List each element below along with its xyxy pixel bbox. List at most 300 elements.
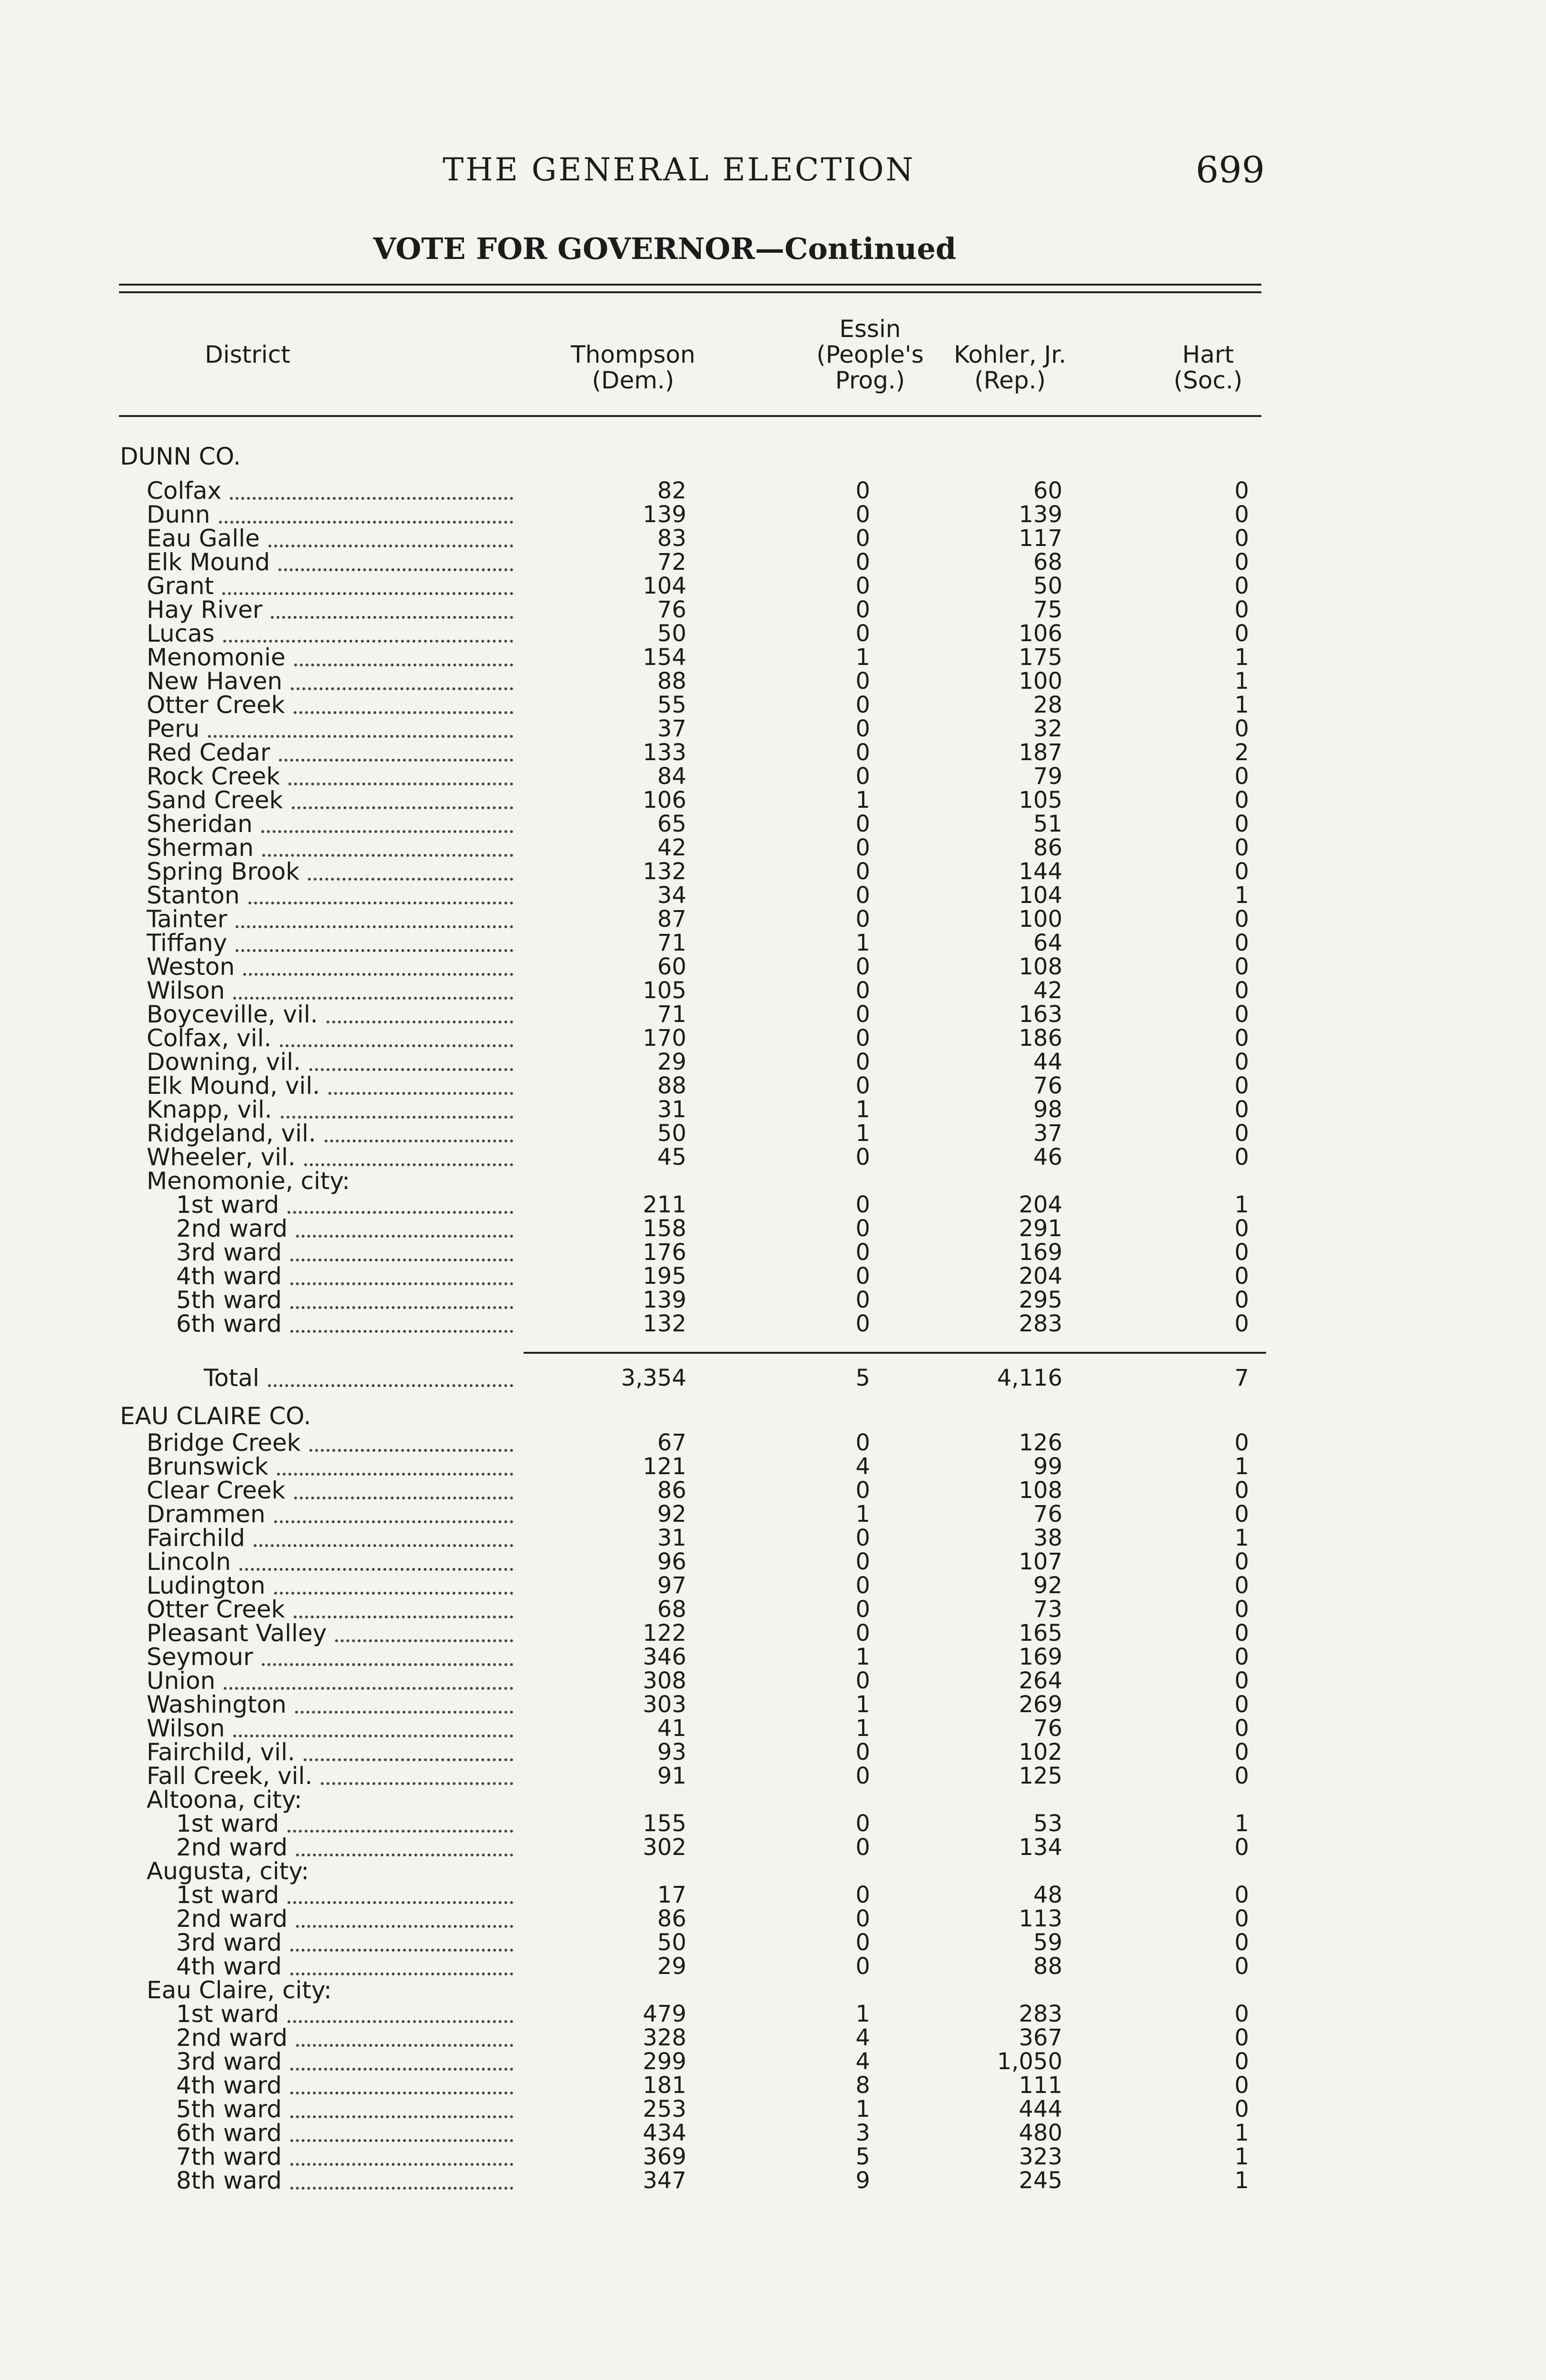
hart-votes: 0	[1234, 715, 1249, 742]
hart-votes: 0	[1234, 1215, 1249, 1242]
district-name: 1st ward	[176, 1191, 279, 1219]
district-name: 3rd ward	[176, 1239, 282, 1266]
dot-leader	[290, 1327, 513, 1333]
kohler-votes: 60	[1033, 477, 1062, 504]
essin-votes: 0	[855, 1239, 870, 1266]
hart-votes: 0	[1234, 1001, 1249, 1028]
hart-votes: 0	[1234, 1667, 1249, 1694]
dot-leader	[274, 1589, 513, 1595]
thompson-votes: 45	[657, 1144, 686, 1170]
thompson-votes: 154	[643, 644, 686, 671]
kohler-votes: 98	[1033, 1096, 1062, 1123]
table-row	[0, 953, 1546, 981]
essin-votes: 0	[855, 1834, 870, 1861]
essin-votes: 0	[855, 501, 870, 528]
hart-votes: 0	[1234, 1072, 1249, 1099]
kohler-votes: 187	[1019, 739, 1062, 766]
essin-votes: 1	[855, 1715, 870, 1742]
district-name: Lincoln	[147, 1548, 231, 1576]
district-name: Red Cedar	[147, 739, 270, 766]
page-number: 699	[1196, 149, 1265, 191]
hart-votes: 1	[1234, 2143, 1249, 2170]
district-name: Eau Claire, city:	[147, 1976, 332, 2004]
kohler-votes: 444	[1019, 2096, 1062, 2122]
column-header-hart: Hart (Soc.)	[1173, 341, 1243, 394]
hart-votes: 0	[1234, 2096, 1249, 2122]
thompson-votes: 86	[657, 1905, 686, 1932]
hart-votes: 0	[1234, 2001, 1249, 2027]
hart-votes: 0	[1234, 1715, 1249, 1742]
district-name: Lucas	[147, 620, 215, 647]
column-header-essin: Essin (People's Prog.)	[816, 315, 924, 394]
thompson-votes: 122	[643, 1620, 686, 1646]
kohler-votes: 42	[1033, 977, 1062, 1004]
essin-votes: 0	[855, 1263, 870, 1289]
kohler-votes: 169	[1019, 1239, 1062, 1266]
dot-leader	[278, 565, 513, 571]
thompson-votes: 83	[657, 525, 686, 552]
district-name: Wilson	[147, 1715, 225, 1742]
kohler-votes: 144	[1019, 858, 1062, 885]
thompson-votes: 68	[657, 1596, 686, 1623]
hart-votes: 1	[1234, 2167, 1249, 2194]
dot-leader	[292, 803, 513, 809]
thompson-votes: 76	[657, 596, 686, 623]
hart-votes: 1	[1234, 1810, 1249, 1837]
thompson-votes: 41	[657, 1715, 686, 1742]
essin-votes: 0	[855, 525, 870, 552]
thompson-votes: 37	[657, 715, 686, 742]
thompson-votes: 3,354	[621, 1365, 686, 1391]
kohler-votes: 50	[1033, 573, 1062, 599]
thompson-votes: 97	[657, 1572, 686, 1599]
essin-votes: 0	[855, 1525, 870, 1551]
dot-leader	[287, 2017, 513, 2023]
county-heading-dunn: DUNN CO.	[120, 443, 241, 470]
district-name: Total	[204, 1364, 259, 1392]
dot-leader	[233, 1732, 513, 1737]
essin-votes: 0	[855, 1953, 870, 1980]
district-name: Tiffany	[147, 929, 228, 957]
thompson-votes: 195	[643, 1263, 686, 1289]
essin-votes: 4	[855, 2048, 870, 2075]
thompson-votes: 347	[643, 2167, 686, 2194]
district-name: Elk Mound	[147, 548, 270, 576]
hart-votes: 0	[1234, 501, 1249, 528]
kohler-votes: 76	[1033, 1501, 1062, 1527]
essin-votes: 0	[855, 1072, 870, 1099]
district-name: Knapp, vil.	[147, 1096, 272, 1123]
dot-leader	[325, 1137, 513, 1142]
thompson-votes: 133	[643, 739, 686, 766]
district-name: 2nd ward	[176, 1905, 288, 1933]
hart-votes: 0	[1234, 1096, 1249, 1123]
essin-votes: 0	[855, 1144, 870, 1170]
essin-votes: 1	[855, 1096, 870, 1123]
thompson-votes: 105	[643, 977, 686, 1004]
essin-votes: 0	[855, 1001, 870, 1028]
thompson-votes: 87	[657, 906, 686, 932]
kohler-votes: 367	[1019, 2024, 1062, 2051]
district-name: Augusta, city:	[147, 1857, 309, 1885]
thompson-votes: 84	[657, 763, 686, 790]
essin-votes: 0	[855, 1429, 870, 1456]
essin-votes: 0	[855, 906, 870, 932]
district-name: 4th ward	[176, 2072, 282, 2099]
thompson-votes: 303	[643, 1691, 686, 1718]
district-name: 5th ward	[176, 1286, 282, 1314]
thompson-votes: 50	[657, 1120, 686, 1147]
district-name: Colfax	[147, 477, 222, 505]
district-name: Menomonie	[147, 644, 286, 671]
hart-votes: 0	[1234, 2024, 1249, 2051]
hart-votes: 0	[1234, 596, 1249, 623]
district-name: Boyceville, vil.	[147, 1001, 318, 1028]
essin-votes: 0	[855, 715, 870, 742]
district-name: Ridgeland, vil.	[147, 1120, 316, 1147]
kohler-votes: 108	[1019, 1477, 1062, 1504]
hart-votes: 0	[1234, 549, 1249, 575]
county-heading-eau-claire: EAU CLAIRE CO.	[120, 1402, 311, 1430]
kohler-votes: 163	[1019, 1001, 1062, 1028]
table-row	[0, 2167, 1546, 2194]
dot-leader	[236, 922, 513, 928]
essin-votes: 1	[855, 1691, 870, 1718]
dot-leader	[239, 1565, 513, 1571]
district-name: Hay River	[147, 596, 263, 624]
kohler-votes: 99	[1033, 1453, 1062, 1480]
hart-votes: 0	[1234, 1953, 1249, 1980]
thompson-votes: 82	[657, 477, 686, 504]
table-row	[0, 1310, 1546, 1338]
essin-votes: 0	[855, 596, 870, 623]
essin-votes: 0	[855, 1739, 870, 1765]
hart-votes: 0	[1234, 1310, 1249, 1337]
kohler-votes: 102	[1019, 1739, 1062, 1765]
thompson-votes: 31	[657, 1096, 686, 1123]
dot-leader	[287, 1898, 513, 1904]
thompson-votes: 96	[657, 1548, 686, 1575]
dot-leader	[288, 780, 513, 785]
district-name: Peru	[147, 715, 200, 743]
essin-votes: 9	[855, 2167, 870, 2194]
kohler-votes: 105	[1019, 787, 1062, 813]
dot-leader	[290, 1970, 513, 1975]
district-name: 8th ward	[176, 2167, 282, 2194]
table-title: VOTE FOR GOVERNOR—Continued	[373, 231, 957, 266]
hart-votes: 0	[1234, 1477, 1249, 1504]
essin-votes: 0	[855, 668, 870, 694]
thompson-votes: 170	[643, 1025, 686, 1051]
thompson-votes: 328	[643, 2024, 686, 2051]
essin-votes: 0	[855, 1215, 870, 1242]
dot-leader	[281, 1113, 513, 1119]
hart-votes: 0	[1234, 620, 1249, 647]
thompson-votes: 302	[643, 1834, 686, 1861]
dot-leader	[262, 851, 513, 857]
dot-leader	[208, 732, 513, 738]
column-header-district: District	[205, 341, 290, 368]
hart-votes: 0	[1234, 1691, 1249, 1718]
dot-leader	[290, 2065, 513, 2071]
kohler-votes: 44	[1033, 1049, 1062, 1075]
district-name: Weston	[147, 953, 235, 981]
district-name: 6th ward	[176, 2119, 282, 2147]
thompson-votes: 181	[643, 2072, 686, 2099]
thompson-votes: 42	[657, 834, 686, 861]
hart-votes: 0	[1234, 834, 1249, 861]
dot-leader	[261, 827, 513, 833]
hart-votes: 0	[1234, 1049, 1249, 1075]
dot-leader	[335, 1636, 513, 1642]
column-header-kohler: Kohler, Jr. (Rep.)	[953, 341, 1067, 394]
top-rule-double	[119, 291, 1261, 293]
kohler-votes: 100	[1019, 668, 1062, 694]
thompson-votes: 155	[643, 1810, 686, 1837]
dot-leader	[262, 1660, 513, 1666]
thompson-votes: 71	[657, 930, 686, 956]
dot-leader	[224, 1684, 513, 1690]
thompson-votes: 121	[643, 1453, 686, 1480]
hart-votes: 1	[1234, 668, 1249, 694]
hart-votes: 0	[1234, 1644, 1249, 1670]
kohler-votes: 53	[1033, 1810, 1062, 1837]
district-name: Elk Mound, vil.	[147, 1072, 320, 1100]
essin-votes: 1	[855, 2096, 870, 2122]
kohler-votes: 106	[1019, 620, 1062, 647]
hart-votes: 0	[1234, 1429, 1249, 1456]
hart-votes: 1	[1234, 1525, 1249, 1551]
kohler-votes: 73	[1033, 1596, 1062, 1623]
hart-votes: 0	[1234, 477, 1249, 504]
thompson-votes: 31	[657, 1525, 686, 1551]
kohler-votes: 32	[1033, 715, 1062, 742]
kohler-votes: 108	[1019, 953, 1062, 980]
district-name: Fairchild	[147, 1524, 245, 1552]
total-row	[0, 1364, 1546, 1392]
essin-votes: 1	[855, 1644, 870, 1670]
dot-leader	[277, 1470, 513, 1476]
dot-leader	[296, 2041, 513, 2047]
district-name: Otter Creek	[147, 1596, 285, 1623]
thompson-votes: 369	[643, 2143, 686, 2170]
dot-leader	[268, 542, 513, 547]
thompson-votes: 139	[643, 501, 686, 528]
essin-votes: 0	[855, 692, 870, 718]
hart-votes: 1	[1234, 644, 1249, 671]
hart-votes: 0	[1234, 953, 1249, 980]
dot-leader	[268, 1381, 513, 1387]
thompson-votes: 434	[643, 2120, 686, 2146]
thompson-votes: 72	[657, 549, 686, 575]
district-name: Wheeler, vil.	[147, 1143, 296, 1171]
district-name: Dunn	[147, 501, 210, 528]
district-name: Rock Creek	[147, 763, 280, 790]
thompson-votes: 34	[657, 882, 686, 909]
thompson-votes: 60	[657, 953, 686, 980]
dot-leader	[287, 1208, 513, 1214]
hart-votes: 0	[1234, 1025, 1249, 1051]
thompson-votes: 55	[657, 692, 686, 718]
essin-votes: 0	[855, 549, 870, 575]
essin-votes: 0	[855, 1049, 870, 1075]
thompson-votes: 88	[657, 668, 686, 694]
thompson-votes: 253	[643, 2096, 686, 2122]
dot-leader	[290, 1256, 513, 1261]
hart-votes: 7	[1234, 1365, 1249, 1391]
kohler-votes: 59	[1033, 1929, 1062, 1956]
kohler-votes: 175	[1019, 644, 1062, 671]
dot-leader	[321, 1779, 513, 1785]
essin-votes: 0	[855, 1287, 870, 1313]
thompson-votes: 50	[657, 1929, 686, 1956]
essin-votes: 0	[855, 1667, 870, 1694]
thompson-votes: 346	[643, 1644, 686, 1670]
district-name: Drammen	[147, 1500, 266, 1528]
thompson-votes: 50	[657, 620, 686, 647]
kohler-votes: 165	[1019, 1620, 1062, 1646]
district-name: Pleasant Valley	[147, 1619, 327, 1647]
dot-leader	[287, 1827, 513, 1833]
dot-leader	[290, 1303, 513, 1309]
dot-leader	[294, 661, 513, 666]
district-name: New Haven	[147, 667, 283, 695]
district-name: 2nd ward	[176, 2024, 288, 2052]
district-name: 2nd ward	[176, 1834, 288, 1861]
district-name: Downing, vil.	[147, 1048, 301, 1076]
essin-votes: 3	[855, 2120, 870, 2146]
kohler-votes: 245	[1019, 2167, 1062, 2194]
thompson-votes: 299	[643, 2048, 686, 2075]
hart-votes: 0	[1234, 1263, 1249, 1289]
kohler-votes: 88	[1033, 1953, 1062, 1980]
header-rule	[119, 415, 1261, 417]
kohler-votes: 37	[1033, 1120, 1062, 1147]
district-name: 5th ward	[176, 2095, 282, 2123]
kohler-votes: 283	[1019, 1310, 1062, 1337]
dot-leader	[328, 1089, 513, 1095]
district-name: Sheridan	[147, 810, 253, 838]
thompson-votes: 88	[657, 1072, 686, 1099]
kohler-votes: 86	[1033, 834, 1062, 861]
thompson-votes: 308	[643, 1667, 686, 1694]
table-row	[0, 1691, 1546, 1718]
hart-votes: 0	[1234, 1620, 1249, 1646]
table-row	[0, 691, 1546, 719]
thompson-votes: 71	[657, 1001, 686, 1028]
district-name: 3rd ward	[176, 2048, 282, 2075]
district-name: 1st ward	[176, 1881, 279, 1909]
essin-votes: 5	[855, 1365, 870, 1391]
district-name: Sherman	[147, 834, 254, 862]
essin-votes: 5	[855, 2143, 870, 2170]
kohler-votes: 100	[1019, 906, 1062, 932]
district-name: Menomonie, city:	[147, 1167, 350, 1195]
kohler-votes: 480	[1019, 2120, 1062, 2146]
dot-leader	[233, 994, 513, 1000]
table-row	[0, 596, 1546, 624]
dot-leader	[304, 1755, 513, 1761]
dot-leader	[294, 1494, 513, 1499]
kohler-votes: 64	[1033, 930, 1062, 956]
dot-leader	[223, 637, 513, 643]
district-name: Seymour	[147, 1643, 253, 1671]
essin-votes: 0	[855, 1810, 870, 1837]
kohler-votes: 134	[1019, 1834, 1062, 1861]
thompson-votes: 29	[657, 1953, 686, 1980]
hart-votes: 0	[1234, 1739, 1249, 1765]
dot-leader	[248, 899, 513, 904]
hart-votes: 1	[1234, 2120, 1249, 2146]
essin-votes: 0	[855, 1548, 870, 1575]
district-name: 4th ward	[176, 1262, 282, 1290]
kohler-votes: 291	[1019, 1215, 1062, 1242]
dot-leader	[279, 756, 514, 762]
kohler-votes: 92	[1033, 1572, 1062, 1599]
essin-votes: 0	[855, 1596, 870, 1623]
kohler-votes: 76	[1033, 1715, 1062, 1742]
hart-votes: 0	[1234, 1596, 1249, 1623]
kohler-votes: 269	[1019, 1691, 1062, 1718]
thompson-votes: 29	[657, 1049, 686, 1075]
district-name: Clear Creek	[147, 1477, 286, 1504]
thompson-votes: 93	[657, 1739, 686, 1765]
dot-leader	[296, 1922, 513, 1928]
table-row	[0, 1643, 1546, 1671]
hart-votes: 1	[1234, 1453, 1249, 1480]
hart-votes: 0	[1234, 1929, 1249, 1956]
dot-leader	[290, 2136, 513, 2142]
thompson-votes: 176	[643, 1239, 686, 1266]
hart-votes: 0	[1234, 1905, 1249, 1932]
essin-votes: 0	[855, 1763, 870, 1789]
dot-leader	[294, 708, 513, 714]
district-name: Eau Galle	[147, 525, 260, 552]
essin-votes: 1	[855, 2001, 870, 2027]
kohler-votes: 125	[1019, 1763, 1062, 1789]
essin-votes: 0	[855, 763, 870, 790]
hart-votes: 1	[1234, 1191, 1249, 1218]
thompson-votes: 86	[657, 1477, 686, 1504]
dot-leader	[274, 1517, 513, 1523]
thompson-votes: 65	[657, 811, 686, 837]
district-name: Bridge Creek	[147, 1429, 301, 1457]
essin-votes: 0	[855, 477, 870, 504]
kohler-votes: 4,116	[997, 1365, 1062, 1391]
essin-votes: 0	[855, 953, 870, 980]
essin-votes: 1	[855, 787, 870, 813]
district-name: 1st ward	[176, 1810, 279, 1837]
kohler-votes: 111	[1019, 2072, 1062, 2099]
district-name: Grant	[147, 572, 214, 600]
kohler-votes: 48	[1033, 1882, 1062, 1908]
dot-leader	[290, 2112, 513, 2118]
dot-leader	[230, 494, 513, 500]
kohler-votes: 38	[1033, 1525, 1062, 1551]
district-name: 6th ward	[176, 1310, 282, 1338]
hart-votes: 0	[1234, 1882, 1249, 1908]
hart-votes: 0	[1234, 1239, 1249, 1266]
district-name: Wilson	[147, 977, 225, 1004]
essin-votes: 1	[855, 1120, 870, 1147]
kohler-votes: 169	[1019, 1644, 1062, 1670]
thompson-votes: 139	[643, 1287, 686, 1313]
hart-votes: 0	[1234, 906, 1249, 932]
thompson-votes: 132	[643, 1310, 686, 1337]
essin-votes: 0	[855, 1310, 870, 1337]
thompson-votes: 132	[643, 858, 686, 885]
thompson-votes: 91	[657, 1763, 686, 1789]
